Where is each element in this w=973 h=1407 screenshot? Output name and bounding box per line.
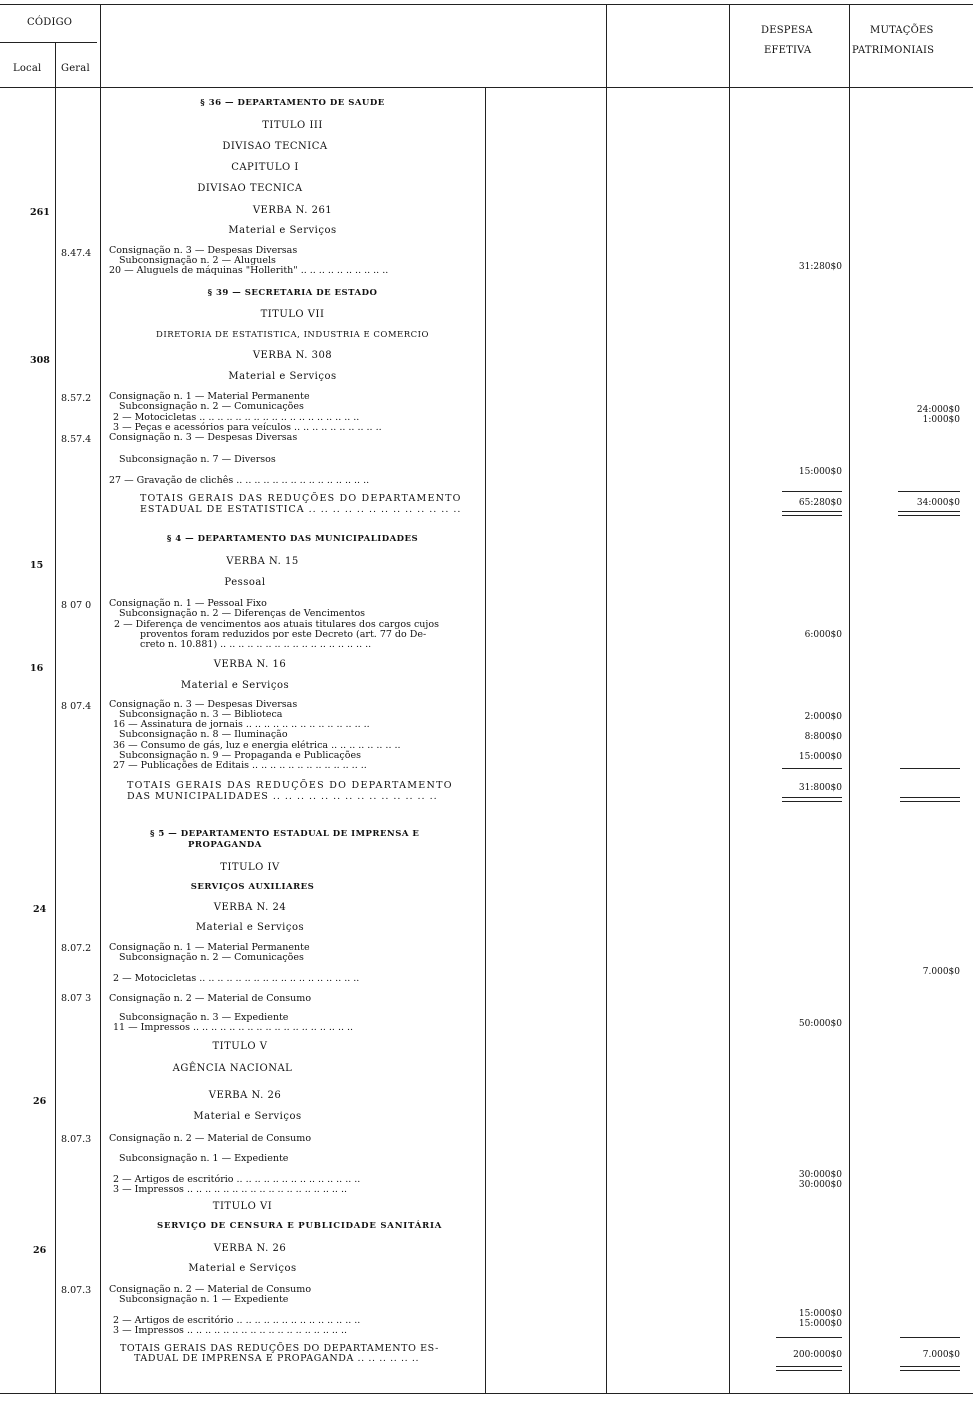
local-code: 26 bbox=[33, 1096, 47, 1107]
despesa-value: 31:280$0 bbox=[798, 262, 842, 272]
header-despesa-1: DESPESA bbox=[761, 25, 813, 36]
line-text: Consignação n. 1 — Material Permanente bbox=[109, 391, 310, 402]
geral-code: 8.07.2 bbox=[61, 943, 92, 954]
local-geral-divider bbox=[55, 42, 56, 1393]
verba-heading: VERBA N. 15 bbox=[226, 556, 299, 567]
line-text: Consignação n. 2 — Material de Consumo bbox=[109, 1133, 312, 1144]
line-text: 3 — Impressos .. .. .. .. .. .. .. .. .. .. .. .. .. .. .. .. .. .. bbox=[113, 1184, 348, 1195]
local-code: 26 bbox=[33, 1245, 47, 1256]
despesa-right-rule bbox=[849, 4, 850, 1393]
line-text: Subconsignação n. 2 — Diferenças de Vencimentos bbox=[119, 608, 366, 619]
section-heading: § 4 — DEPARTAMENTO DAS MUNICIPALIDADES bbox=[166, 534, 419, 544]
category-heading: Material e Serviços bbox=[228, 371, 337, 382]
line-text: Subconsignação n. 2 — Comunicações bbox=[119, 401, 304, 412]
line-text: 2 — Artigos de escritório .. .. .. .. .. .. .. .. .. .. .. .. .. .. bbox=[113, 1315, 361, 1326]
line-text: Consignação n. 2 — Material de Consumo bbox=[109, 993, 312, 1004]
line-text: 16 — Assinatura de jornais .. .. .. .. .. .. .. .. .. .. .. .. .. .. bbox=[113, 719, 370, 730]
despesa-value: 8:800$0 bbox=[804, 732, 842, 742]
sum-rule bbox=[776, 1337, 842, 1338]
header-mutacoes-2: PATRIMONIAIS bbox=[852, 45, 935, 56]
line-text: Subconsignação n. 2 — Aluguels bbox=[119, 255, 276, 266]
title-heading: TITULO IV bbox=[220, 862, 280, 873]
despesa-total: 31:800$0 bbox=[798, 783, 842, 793]
line-text: 27 — Publicações de Editais .. .. .. .. .. .. .. .. .. .. .. .. .. bbox=[113, 760, 367, 771]
line-text: 3 — Impressos .. .. .. .. .. .. .. .. .. .. .. .. .. .. .. .. .. .. bbox=[113, 1325, 348, 1336]
section-heading: § 5 — DEPARTAMENTO ESTADUAL DE IMPRENSA E bbox=[150, 829, 420, 839]
total-text: TOTAIS GERAIS DAS REDUÇÕES DO DEPARTAMENTO bbox=[127, 780, 453, 791]
header-despesa-2: EFETIVA bbox=[764, 45, 812, 56]
geral-code: 8.57.2 bbox=[61, 393, 92, 404]
line-text: 2 — Diferença de vencimentos aos atuais titulares dos cargos cujos bbox=[114, 619, 439, 630]
total-text: ESTADUAL DE ESTATISTICA .. .. .. .. .. .. .. .. .. .. .. .. .. bbox=[140, 504, 462, 515]
line-text: Consignação n. 3 — Despesas Diversas bbox=[109, 245, 298, 256]
line-text: Consignação n. 3 — Despesas Diversas bbox=[109, 432, 298, 443]
header-local: Local bbox=[13, 63, 42, 74]
subtitle-heading: AGÊNCIA NACIONAL bbox=[172, 1063, 293, 1074]
subtitle-heading: SERVIÇOS AUXILIARES bbox=[190, 882, 315, 892]
despesa-value: 15:000$0 bbox=[798, 1319, 842, 1329]
section-heading: PROPAGANDA bbox=[188, 840, 262, 850]
line-text: Subconsignação n. 2 — Comunicações bbox=[119, 952, 304, 963]
despesa-value: 15:000$0 bbox=[798, 752, 842, 762]
line-text: Subconsignação n. 8 — Iluminação bbox=[119, 729, 288, 740]
despesa-total: 200:000$0 bbox=[793, 1350, 842, 1360]
sum-rule bbox=[782, 491, 842, 492]
total-text: TOTAIS GERAIS DAS REDUÇÕES DO DEPARTAMENTO ES- bbox=[120, 1343, 439, 1354]
local-code: 24 bbox=[33, 904, 47, 915]
subtitle-heading: SERVIÇO DE CENSURA E PUBLICIDADE SANITÁRIA bbox=[157, 1221, 443, 1231]
line-text: 3 — Peças e acessórios para veículos .. .. .. .. .. .. .. .. .. .. bbox=[113, 422, 382, 433]
despesa-value: 50:000$0 bbox=[798, 1019, 842, 1029]
codigo-divider bbox=[0, 42, 97, 43]
total-double-rule bbox=[900, 797, 960, 802]
local-code: 15 bbox=[30, 560, 44, 571]
title-heading: TITULO III bbox=[262, 120, 323, 131]
line-text: 11 — Impressos .. .. .. .. .. .. .. .. .. .. .. .. .. .. .. .. .. .. bbox=[113, 1022, 354, 1033]
despesa-left-rule bbox=[729, 4, 730, 1393]
despesa-value: 6:000$0 bbox=[804, 630, 842, 640]
line-text: Subconsignação n. 9 — Propaganda e Publicações bbox=[119, 750, 361, 761]
local-code: 308 bbox=[30, 355, 50, 366]
mutacoes-value: 7.000$0 bbox=[922, 967, 960, 977]
bottom-border bbox=[0, 1393, 973, 1394]
category-heading: Material e Serviços bbox=[195, 922, 305, 933]
title-heading: TITULO VI bbox=[212, 1201, 273, 1212]
despesa-value: 15:000$0 bbox=[798, 467, 842, 477]
geral-code: 8.47.4 bbox=[61, 248, 92, 259]
mutacoes-value: 24:000$0 bbox=[916, 405, 960, 415]
line-text: 27 — Gravação de clichês .. .. .. .. .. .. .. .. .. .. .. .. .. .. .. bbox=[109, 475, 370, 486]
line-text: 20 — Aluguels de máquinas "Hollerith" .. .. .. .. .. .. .. .. .. .. bbox=[109, 265, 389, 276]
line-text: Consignação n. 3 — Despesas Diversas bbox=[109, 699, 298, 710]
title-heading: TITULO VII bbox=[260, 309, 325, 320]
category-heading: Material e Serviços bbox=[193, 1111, 302, 1122]
chapter-heading: CAPITULO I bbox=[231, 162, 299, 173]
subtitle-heading: DIVISAO TECNICA bbox=[197, 183, 303, 194]
geral-code: 8 07 0 bbox=[61, 600, 92, 611]
geral-code: 8.07.3 bbox=[61, 1285, 92, 1296]
line-text: 2 — Motocicletas .. .. .. .. .. .. .. .. .. .. .. .. .. .. .. .. .. .. bbox=[113, 973, 360, 984]
line-text: Subconsignação n. 1 — Expediente bbox=[119, 1294, 289, 1305]
line-text: 36 — Consumo de gás, luz e energia elétrica .. .. .. .. .. .. .. .. bbox=[113, 740, 401, 751]
total-double-rule bbox=[900, 1366, 960, 1371]
sum-rule bbox=[782, 768, 842, 769]
despesa-value: 30:000$0 bbox=[798, 1170, 842, 1180]
local-code: 16 bbox=[30, 663, 44, 674]
section-heading: § 36 — DEPARTAMENTO DE SAUDE bbox=[200, 98, 385, 108]
local-code: 261 bbox=[30, 207, 50, 218]
verba-heading: VERBA N. 26 bbox=[213, 1243, 287, 1254]
line-text: Subconsignação n. 1 — Expediente bbox=[119, 1153, 289, 1164]
line-text: Subconsignação n. 3 — Biblioteca bbox=[119, 709, 283, 720]
category-heading: Material e Serviços bbox=[188, 1263, 297, 1274]
mutacoes-total: 34:000$0 bbox=[916, 498, 960, 508]
line-text: Consignação n. 2 — Material de Consumo bbox=[109, 1284, 312, 1295]
total-double-rule bbox=[898, 511, 960, 516]
line-text: 2 — Motocicletas .. .. .. .. .. .. .. .. .. .. .. .. .. .. .. .. .. .. bbox=[113, 412, 360, 423]
category-heading: Pessoal bbox=[224, 577, 266, 588]
line-text: proventos foram reduzidos por este Decreto (art. 77 do De- bbox=[140, 629, 427, 640]
line-text: Subconsignação n. 7 — Diversos bbox=[119, 454, 276, 465]
sum-rule bbox=[900, 768, 960, 769]
text-column-rule bbox=[485, 88, 486, 1393]
despesa-value: 2:000$0 bbox=[804, 712, 842, 722]
section-heading: § 39 — SECRETARIA DE ESTADO bbox=[207, 288, 378, 298]
sum-rule bbox=[898, 491, 960, 492]
line-text: creto n. 10.881) .. .. .. .. .. .. .. .. .. .. .. .. .. .. .. .. .. bbox=[140, 639, 372, 650]
despesa-total: 65:280$0 bbox=[798, 498, 842, 508]
geral-code: 8.57.4 bbox=[61, 434, 92, 445]
category-heading: Material e Serviços bbox=[180, 680, 290, 691]
geral-code: 8 07.4 bbox=[61, 701, 92, 712]
total-double-rule bbox=[776, 1366, 842, 1371]
total-text: DAS MUNICIPALIDADES .. .. .. .. .. .. .. .. .. .. .. .. .. .. bbox=[127, 791, 438, 802]
total-double-rule bbox=[782, 797, 842, 802]
total-text: TOTAIS GERAIS DAS REDUÇÕES DO DEPARTAMENTO bbox=[140, 493, 462, 504]
top-border bbox=[0, 4, 973, 5]
despesa-value: 15:000$0 bbox=[798, 1309, 842, 1319]
geral-code: 8.07.3 bbox=[61, 1134, 92, 1145]
blank-column-rule bbox=[606, 4, 607, 1393]
header-bottom-rule bbox=[0, 87, 973, 88]
verba-heading: VERBA N. 26 bbox=[208, 1090, 282, 1101]
category-heading: Material e Serviços bbox=[228, 225, 337, 236]
sum-rule bbox=[900, 1337, 960, 1338]
verba-heading: VERBA N. 24 bbox=[213, 902, 287, 913]
line-text: Consignação n. 1 — Material Permanente bbox=[109, 942, 310, 953]
verba-heading: VERBA N. 16 bbox=[213, 659, 287, 670]
verba-heading: VERBA N. 308 bbox=[252, 350, 333, 361]
subtitle-heading: DIVISAO TECNICA bbox=[222, 141, 328, 152]
header-mutacoes-1: MUTAÇÕES bbox=[870, 25, 934, 36]
title-heading: TITULO V bbox=[212, 1041, 268, 1052]
mutacoes-total: 7.000$0 bbox=[922, 1350, 960, 1360]
line-text: Subconsignação n. 3 — Expediente bbox=[119, 1012, 289, 1023]
total-double-rule bbox=[782, 511, 842, 516]
geral-code: 8.07 3 bbox=[61, 993, 92, 1004]
subtitle-heading: DIRETORIA DE ESTATISTICA, INDUSTRIA E COMERCIO bbox=[156, 330, 429, 340]
header-codigo: CÓDIGO bbox=[27, 17, 73, 28]
despesa-value: 30:000$0 bbox=[798, 1180, 842, 1190]
header-geral: Geral bbox=[61, 63, 90, 74]
verba-heading: VERBA N. 261 bbox=[252, 205, 333, 216]
line-text: Consignação n. 1 — Pessoal Fixo bbox=[109, 598, 267, 609]
mutacoes-value: 1:000$0 bbox=[922, 415, 960, 425]
total-text: TADUAL DE IMPRENSA E PROPAGANDA .. .. .. .. .. .. bbox=[134, 1353, 420, 1364]
line-text: 2 — Artigos de escritório .. .. .. .. .. .. .. .. .. .. .. .. .. .. bbox=[113, 1174, 361, 1185]
